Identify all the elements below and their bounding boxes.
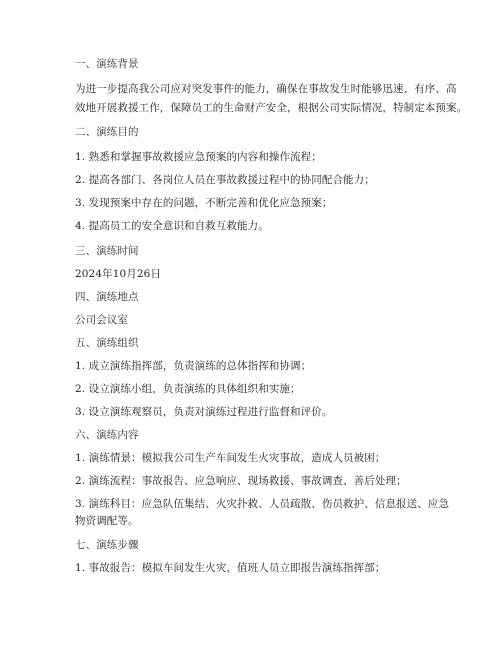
heading-steps: 七、演练步骤 (75, 539, 139, 551)
content-item-3: 3. 演练科目：应急队伍集结、火灾扑救、人员疏散、伤员救护、信息报送、应急 (75, 498, 450, 510)
heading-location: 四、演练地点 (75, 291, 139, 303)
background-line-2: 效地开展救援工作，保障员工的生命财产安全，根据公司实际情况，特制定本预案。 (75, 102, 468, 114)
heading-time: 三、演练时间 (75, 245, 139, 257)
organization-item-3: 3. 设立演练观察员，负责对演练过程进行监督和评价。 (75, 406, 333, 418)
heading-purpose: 二、演练目的 (75, 126, 139, 138)
content-item-3-continued: 物资调配等。 (75, 515, 139, 527)
heading-organization: 五、演练组织 (75, 337, 139, 349)
content-item-1: 1. 演练情景：模拟我公司生产车间发生火灾事故，造成人员被困； (75, 452, 386, 464)
content-item-2: 2. 演练流程：事故报告、应急响应、现场救援、事故调查、善后处理； (75, 475, 407, 487)
purpose-item-4: 4. 提高员工的安全意识和自救互救能力。 (75, 220, 269, 232)
background-line-1: 为进一步提高我公司应对突发事件的能力，确保在事故发生时能够迅速、有序、高 (75, 83, 457, 95)
heading-background: 一、演练背景 (75, 58, 139, 70)
heading-content: 六、演练内容 (75, 429, 139, 441)
purpose-item-3: 3. 发现预案中存在的问题，不断完善和优化应急预案； (75, 197, 333, 209)
steps-item-1: 1. 事故报告：模拟车间发生火灾，值班人员立即报告演练指挥部； (75, 562, 386, 574)
time-value: 2024年10月26日 (75, 268, 162, 280)
location-value: 公司会议室 (75, 314, 128, 326)
purpose-item-2: 2. 提高各部门、各岗位人员在事故救援过程中的协同配合能力； (75, 174, 375, 186)
organization-item-1: 1. 成立演练指挥部，负责演练的总体指挥和协调； (75, 360, 312, 372)
purpose-item-1: 1. 熟悉和掌握事故救援应急预案的内容和操作流程； (75, 151, 322, 163)
organization-item-2: 2. 设立演练小组，负责演练的具体组织和实施； (75, 383, 301, 395)
